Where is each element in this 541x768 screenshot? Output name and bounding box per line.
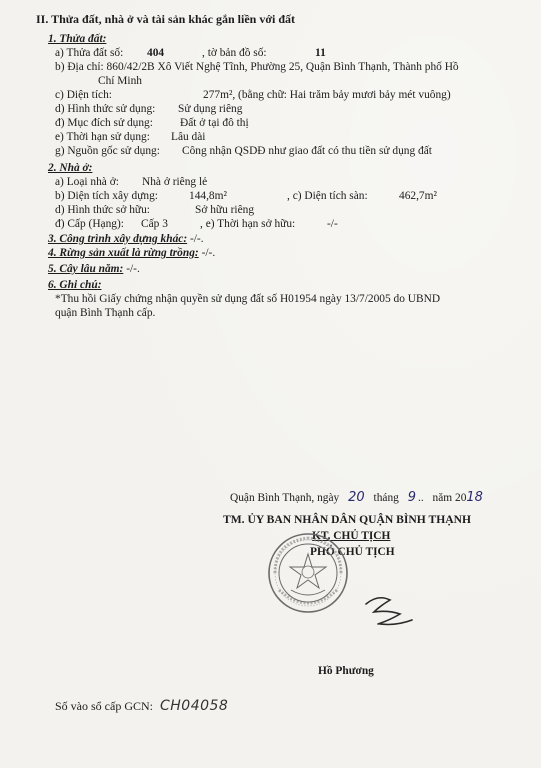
date-month: 9	[407, 490, 416, 505]
land-area-label: c) Diện tích:	[55, 89, 112, 101]
section-title: II. Thửa đất, nhà ở và tài sản khác gắn liền với đất	[36, 12, 296, 26]
issuing-organization: TM. ỦY BAN NHÂN DÂN QUẬN BÌNH THẠNH	[223, 513, 471, 526]
land-term-label: e) Thời hạn sử dụng:	[55, 131, 150, 143]
note-line-2: quận Bình Thạnh cấp.	[55, 307, 156, 319]
note-line-1: *Thu hồi Giấy chứng nhận quyền sử dụng đất số H01954 ngày 13/7/2005 do UBND	[55, 293, 441, 305]
house-ownership-row	[55, 203, 255, 217]
signer-role-1: KT. CHỦ TỊCH	[312, 530, 391, 542]
house-build-area-value: 144,8m²	[189, 190, 227, 202]
forest-row	[48, 246, 215, 260]
land-purpose-label: đ) Mục đích sử dụng:	[55, 117, 153, 129]
house-build-area-label: b) Diện tích xây dựng:	[55, 190, 158, 202]
land-parcel-label: a) Thửa đất số:	[55, 47, 124, 59]
other-works-value: -/-.	[189, 233, 204, 245]
land-address-line1: b) Địa chỉ: 860/42/2B Xô Viết Nghệ Tĩnh, Phường 25, Quận Bình Thạnh, Thành phố Hồ	[55, 61, 459, 73]
house-ownership-label: d) Hình thức sở hữu:	[55, 204, 150, 216]
house-grade-value: Cấp 3	[141, 218, 168, 230]
land-parcel-value: 404	[147, 47, 165, 59]
date-day: 20	[348, 490, 365, 505]
perennial-value: -/-.	[126, 263, 140, 275]
registry-value: CH04058	[160, 698, 229, 714]
issue-date: Quận Bình Thạnh, ngày 20 tháng 9 .. năm 2018	[230, 490, 483, 505]
notes-heading: 6. Ghi chú:	[48, 279, 102, 291]
house-type-value: Nhà ở riêng lẻ	[142, 176, 208, 188]
handwritten-signature-icon	[360, 590, 420, 630]
land-purpose-value: Đất ở tại đô thị	[180, 117, 249, 129]
house-grade-row	[55, 217, 338, 231]
land-origin-row	[55, 144, 432, 158]
official-seal-icon	[267, 532, 349, 614]
house-heading: 2. Nhà ở:	[48, 162, 93, 174]
house-grade-label: đ) Cấp (Hạng):	[55, 218, 124, 230]
signer-name: Hồ Phương	[318, 665, 374, 677]
land-usage-form-row	[55, 102, 243, 116]
land-address-line2: Chí Minh	[98, 75, 142, 87]
registry-row	[55, 699, 228, 713]
perennial-row	[48, 262, 140, 276]
date-month-label: tháng	[373, 492, 399, 504]
house-area-row	[55, 189, 437, 203]
signer-role-2: PHÓ CHỦ TỊCH	[310, 546, 395, 558]
registry-label: Số vào sổ cấp GCN:	[55, 699, 153, 713]
house-term-label: , e) Thời hạn sở hữu:	[200, 218, 296, 230]
land-purpose-row	[55, 116, 249, 130]
land-usage-form-value: Sử dụng riêng	[178, 103, 243, 115]
land-usage-form-label: d) Hình thức sử dụng:	[55, 103, 156, 115]
land-map-label: , tờ bản đồ số:	[202, 47, 267, 59]
date-year-suffix: 18	[466, 490, 483, 505]
other-works-label: 3. Công trình xây dựng khác:	[48, 233, 188, 245]
land-origin-value: Công nhận QSDĐ như giao đất có thu tiền sử dụng đất	[182, 145, 432, 157]
land-term-row	[55, 130, 206, 144]
forest-label: 4. Rừng sản xuất là rừng trồng:	[48, 247, 199, 259]
date-year-label: năm 20	[432, 492, 467, 504]
perennial-label: 5. Cây lâu năm:	[48, 263, 124, 275]
house-floor-area-value: 462,7m²	[399, 190, 437, 202]
house-term-value: -/-	[327, 218, 338, 230]
land-term-value: Lâu dài	[171, 131, 206, 143]
land-area-value: 277m², (bằng chữ: Hai trăm bảy mươi bảy mét vuông)	[203, 89, 451, 101]
house-floor-area-label: , c) Diện tích sàn:	[287, 190, 368, 202]
land-heading: 1. Thửa đất:	[48, 33, 107, 45]
forest-value: -/-.	[201, 247, 216, 259]
house-ownership-value: Sở hữu riêng	[195, 204, 255, 216]
land-parcel-row	[55, 46, 326, 60]
house-type-label: a) Loại nhà ở:	[55, 176, 119, 188]
date-prefix: Quận Bình Thạnh, ngày	[230, 492, 340, 504]
land-origin-label: g) Nguồn gốc sử dụng:	[55, 145, 160, 157]
land-area-row	[55, 88, 451, 102]
other-works-row	[48, 232, 204, 246]
land-map-value: 11	[315, 47, 326, 59]
house-type-row	[55, 175, 208, 189]
